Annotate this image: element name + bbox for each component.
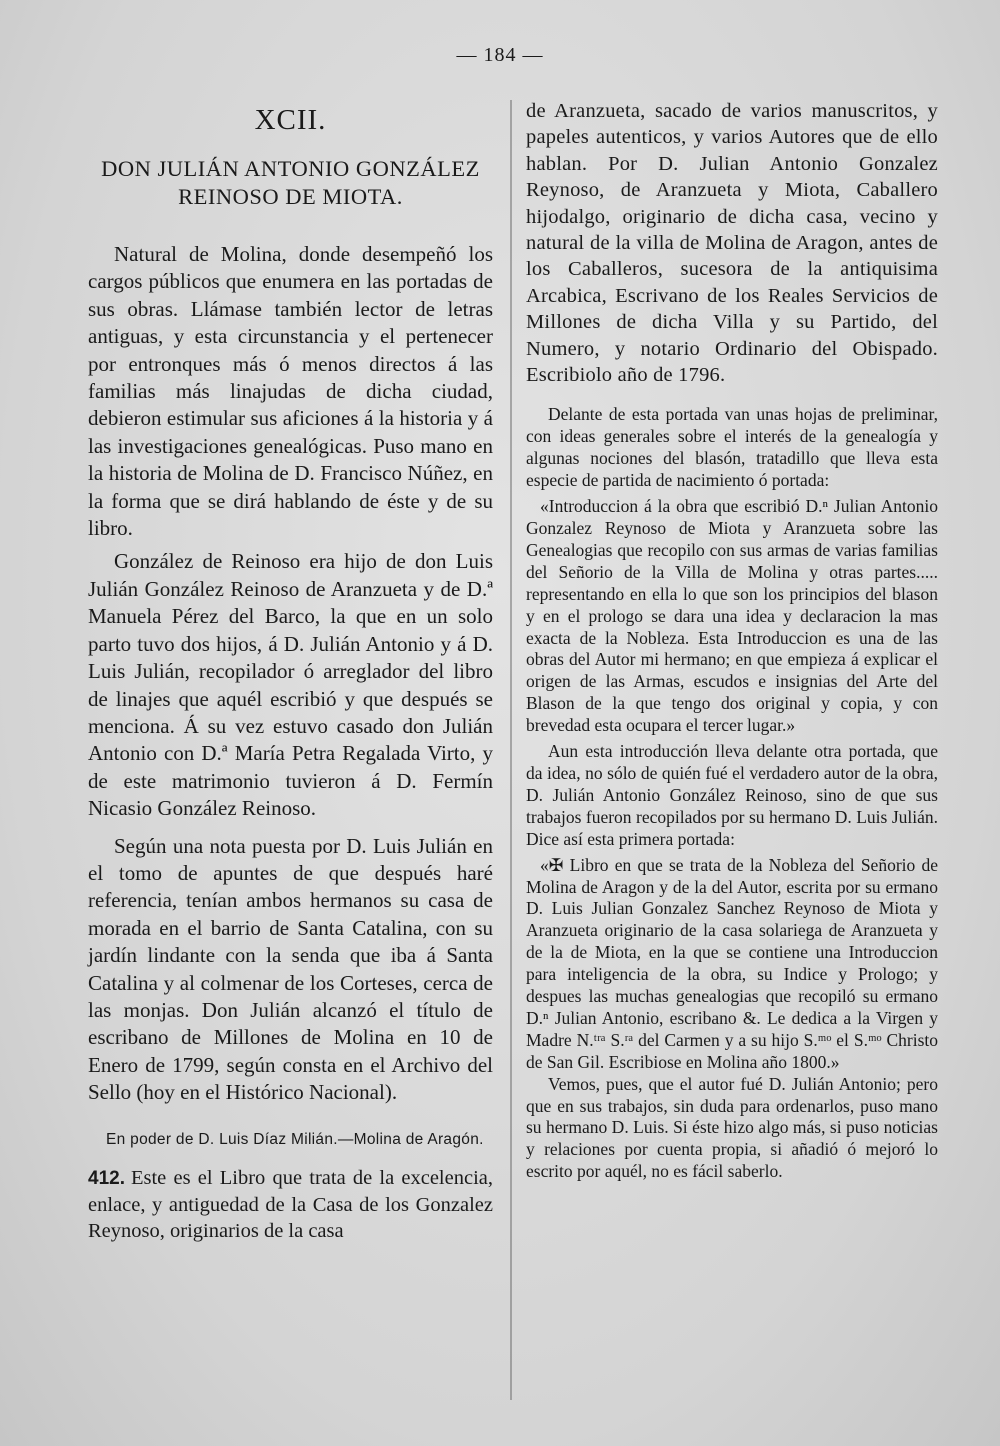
catalog-item-number: 412. xyxy=(88,1167,125,1189)
right-column xyxy=(526,98,938,1183)
right-paragraph-2: Aun esta introducción lleva delante otra portada, que da idea, no sólo de quién fué el verdadero autor de la obra, D. Julián Antonio González Reinoso, sino de que sus trabajos fueron recopilados por su hermano D. Luis Julián. Dice así esta primera portada: xyxy=(526,741,938,849)
left-paragraph-3: Según una nota puesta por D. Luis Julián en el tomo de apuntes de que después haré referencia, tenían ambos hermanos su casa de morada en el barrio de Santa Catalina, con su jardín lindante con la senda que iba á Santa Catalina y al colmenar de los Corteses, cerca de las monjas. Don Julián alcanzó el título de escribano de Millones de Molina en 10 de Enero de 1799, según consta en el Archivo del Sello (hoy en el Histórico Nacional). xyxy=(88,833,493,1105)
quoted-title-page: «✠ Libro en que se trata de la Nobleza del Señorio de Molina de Aragon y de la del Autor, escrita por su ermano D. Luis Julian Gonzalez Sanchez Reynoso de Miota y Aranzueta originario de la casa solariega de Aranzueta y de la de Miota, en la que se contiene una Introduccion para inteligencia de la obra, su Indice y Prologo; y despues las muchas genealogias que recopiló su ermano D.ⁿ Julian Antonio, escribano &. Le dedica a la Virgen y Madre N.ᵗʳᵃ S.ʳᵃ del Carmen y a su hijo S.ᵐᵒ el S.ᵐᵒ Christo de San Gil. Escribiose en Molina año 1800.» xyxy=(526,854,938,1072)
catalog-item-text: Este es el Libro que trata de la excelencia, enlace, y antiguedad de la Casa de los Gonzalez Reynoso, originarios de la casa xyxy=(88,1166,493,1242)
page-number: — 184 — xyxy=(456,44,544,66)
catalog-title-continuation: de Aranzueta, sacado de varios manuscritos, y papeles autenticos, y varios Autores que de ello hablan. Por D. Julian Antonio Gonzalez Reynoso, de Aranzueta y Miota, Caballero hijodalgo, originario de dicha casa, vecino y natural de la villa de Molina de Aragon, antes de los Caballeros, sucesora de la antiquisima Arcabica, Escrivano de los Reales Servicios de Millones de dicha Villa y su Partido, del Numero, y notario Ordinario del Obispado. Escribiolo año de 1796. xyxy=(526,100,938,387)
left-paragraph-2: González de Reinoso era hijo de don Luis Julián González Reinoso de Aranzueta y de D.ª Manuela Pérez del Barco, la que en un solo parto tuvo dos hijos, á D. Julián Antonio y á D. Luis Julián, recopilador ó arreglador del libro de linajes que aquél escribió y que después se menciona. Á su vez estuvo casado don Julián Antonio con D.ª María Petra Regalada Virto, y de este matrimonio tuvieron á D. Fermín Nicasio González Reinoso. xyxy=(88,549,493,821)
section-number: XCII. xyxy=(254,104,327,136)
entry-title xyxy=(88,155,493,211)
entry-title-line1: DON JULIÁN ANTONIO GONZÁLEZ xyxy=(101,156,480,181)
right-paragraph-1: Delante de esta portada van unas hojas de preliminar, con ideas generales sobre el interés de la genealogía y algunas nociones del blasón, tratadillo que lleva esta especie de partida de nacimiento ó portada: xyxy=(526,404,938,491)
left-paragraph-1: Natural de Molina, donde desempeñó los cargos públicos que enumera en las portadas de sus obras. Llámase también lector de letras antiguas, y esta circunstancia y el pertenecer por entronques más ó menos directos á las familias más linajudas de dicha ciudad, debieron estimular sus aficiones á la historia y á las investigaciones genealógicas. Puso mano en la historia de Molina de D. Francisco Núñez, en la forma que se dirá hablando de éste y de su libro. xyxy=(88,242,493,541)
entry-title-line2: REINOSO DE MIOTA. xyxy=(178,184,403,209)
quoted-introduction: «Introduccion á la obra que escribió D.ⁿ Julian Antonio Gonzalez Reynoso de Miota y Aranzueta sobre las Genealogias que recopilo con sus armas de varias familias del Señorio de la Villa de Molina y otras partes..... representando en ella lo que son los principios del blason y en el prologo se dara una idea y declaracion la mas exacta de la Nobleza. Esta Introduccion es una de las obras del Autor mi hermano; en que empieza á explicar el origen de las Armas, escudos e insignias del Arte del Blason de la que tengo dos original y copia, y con brevedad esta ocupara el tercer lugar.» xyxy=(526,496,938,736)
right-paragraph-3: Vemos, pues, que el autor fué D. Julián Antonio; pero que en sus trabajos, sin duda para ordenarlos, puso mano su hermano D. Luis. Si éste hizo algo más, si puso noticias y relaciones por cuenta propia, si añadió ó mejoró lo escrito por aquél, no es fácil saberlo. xyxy=(526,1073,938,1182)
catalog-item xyxy=(88,1165,493,1244)
footnote: En poder de D. Luis Díaz Milián.—Molina de Aragón. xyxy=(106,1130,484,1148)
column-divider xyxy=(510,100,512,1400)
left-column xyxy=(88,98,493,1244)
